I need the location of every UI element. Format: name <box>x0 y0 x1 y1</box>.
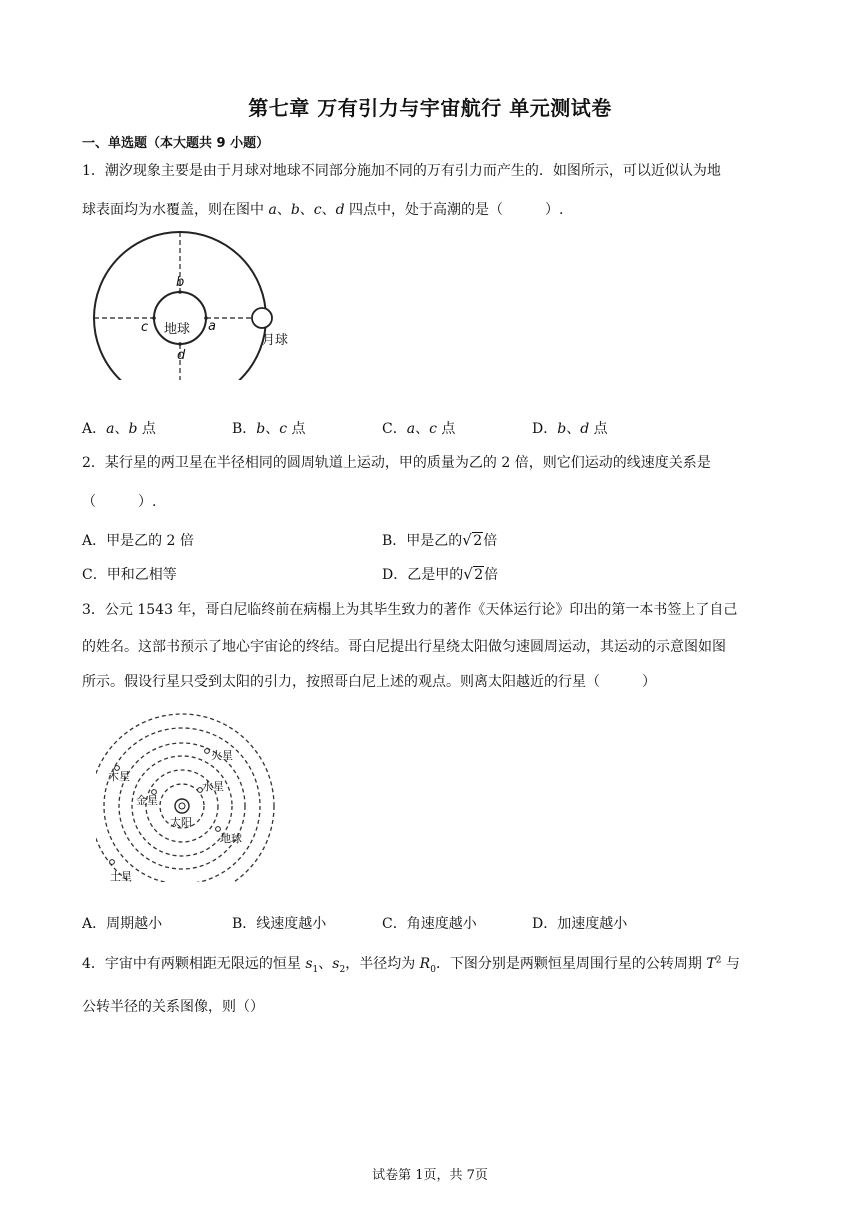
q2-option-b[interactable]: B．甲是乙的 √ 2倍 <box>382 531 498 549</box>
q1-line2: 球表面均为水覆盖，则在图中 a、b、c、d 四点中，处于高潮的是（ ）. <box>82 202 564 218</box>
q2-line2: （ ）. <box>82 494 157 510</box>
q1-line1: 1．潮汐现象主要是由于月球对地球不同部分施加不同的万有引力而产生的．如图所示，可以近似认为地 <box>82 163 721 179</box>
q3-option-c[interactable]: C．角速度越小 <box>382 916 477 932</box>
earth-dot <box>216 827 221 832</box>
page-title: 第七章 万有引力与宇宙航行 单元测试卷 <box>248 96 612 120</box>
earth-planet-label: 地球 <box>220 832 242 845</box>
mars-label: 火星 <box>211 749 233 762</box>
q4-line1: 4．宇宙中有两颗相距无限远的恒星 $s_1$、$s_2$，半径均为 $R_0$．下图分别是两颗恒星周围行星的公转周期 $T^2$ 与 <box>82 955 740 975</box>
point-d-dot <box>178 342 182 346</box>
point-b-dot <box>178 290 182 294</box>
tide-diagram <box>84 230 314 380</box>
q3-line2: 的姓名。这部书预示了地心宇宙论的终结。哥白尼提出行星绕太阳做匀速圆周运动，其运动的示意图如图 <box>82 639 726 655</box>
saturn-label: 土星 <box>110 870 132 882</box>
point-c-dot <box>152 316 156 320</box>
q1-option-a[interactable]: A．a、b 点 <box>82 421 156 437</box>
sqrt-symbol: √ 2 <box>463 565 484 583</box>
q1-option-d[interactable]: D．b、d 点 <box>532 421 608 437</box>
section-heading: 一、单选题（本大题共 9 小题） <box>82 136 270 151</box>
q2-line1: 2．某行星的两卫星在半径相同的圆周轨道上运动，甲的质量为乙的 2 倍，则它们运动的线速度关系是 <box>82 455 711 471</box>
label-b: b <box>176 275 185 290</box>
sqrt-symbol: √ 2 <box>462 531 483 549</box>
q1-option-b[interactable]: B．b、c 点 <box>232 421 306 437</box>
q3-option-b[interactable]: B．线速度越小 <box>232 916 327 932</box>
q3-option-d[interactable]: D．加速度越小 <box>532 916 628 932</box>
label-c: c <box>141 320 149 335</box>
q2-option-d[interactable]: D．乙是甲的 √ 2倍 <box>382 565 499 583</box>
q2-option-c[interactable]: C．甲和乙相等 <box>82 567 177 583</box>
sun-inner <box>179 803 185 809</box>
q3-option-a[interactable]: A．周期越小 <box>82 916 163 932</box>
solar-system-diagram <box>96 710 276 882</box>
q4-line2: 公转半径的关系图像，则（） <box>82 999 264 1015</box>
saturn-dot <box>110 860 115 865</box>
sun-label: 太阳 <box>170 816 192 829</box>
label-d: d <box>177 348 186 363</box>
q3-line3: 所示。假设行星只受到太阳的引力，按照哥白尼上述的观点。则离太阳越近的行星（ ） <box>82 674 656 690</box>
q1-option-c[interactable]: C．a、c 点 <box>382 421 456 437</box>
venus-label: 金星 <box>136 794 158 807</box>
moon-label: 月球 <box>262 333 289 348</box>
mars-dot <box>205 749 210 754</box>
q3-line1: 3．公元 1543 年，哥白尼临终前在病榻上为其毕生致力的著作《天体运行论》印出的第一本书签上了自己 <box>82 602 738 618</box>
jupiter-label: 木星 <box>108 770 130 783</box>
q2-option-a[interactable]: A．甲是乙的 2 倍 <box>82 533 194 549</box>
mercury-label: 水星 <box>202 780 224 793</box>
moon-circle <box>252 308 272 328</box>
label-a: a <box>208 319 216 334</box>
page-footer: 试卷第 1页，共 7页 <box>372 1168 488 1183</box>
earth-label: 地球 <box>164 322 191 337</box>
